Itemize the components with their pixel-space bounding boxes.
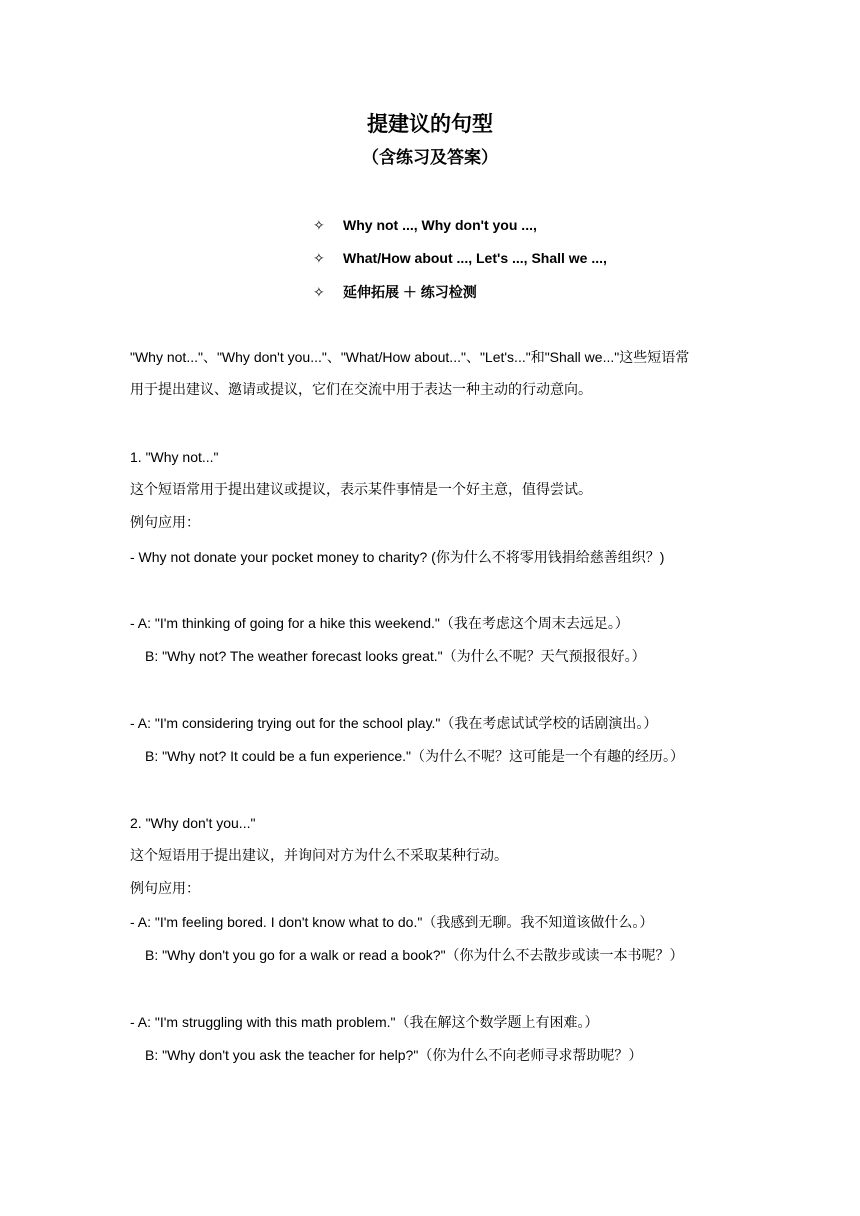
bullet-item xyxy=(313,280,477,304)
section-description: 这个短语用于提出建议，并询问对方为什么不采取某种行动。 xyxy=(130,848,508,864)
examples-label: 例句应用： xyxy=(130,881,200,897)
diamond-star-icon: ✧ xyxy=(313,285,325,301)
page-title: 提建议的句型 xyxy=(367,111,493,136)
example-sentence: - A: "I'm struggling with this math problem."（我在解这个数学题上有困难。） xyxy=(130,1014,599,1030)
examples-label: 例句应用： xyxy=(130,515,200,531)
bullet-item xyxy=(313,213,537,237)
intro-line: "Why not..."、"Why don't you..."、"What/How about..."、"Let's..."和"Shall we..."这些短语常 xyxy=(130,349,690,365)
page-subtitle: （含练习及答案） xyxy=(362,148,498,168)
example-sentence: - A: "I'm thinking of going for a hike this weekend."（我在考虑这个周末去远足。） xyxy=(130,615,629,631)
example-sentence: B: "Why not? It could be a fun experience."（为什么不呢？这可能是一个有趣的经历。） xyxy=(145,748,684,764)
diamond-star-icon: ✧ xyxy=(313,218,325,234)
section-heading: 1. "Why not..." xyxy=(130,449,219,465)
bullet-text: 延伸拓展 ＋ 练习检测 xyxy=(343,284,477,300)
section-heading: 2. "Why don't you..." xyxy=(130,815,256,831)
diamond-star-icon: ✧ xyxy=(313,251,325,267)
intro-line: 用于提出建议、邀请或提议，它们在交流中用于表达一种主动的行动意向。 xyxy=(130,382,592,398)
bullet-item xyxy=(313,246,607,270)
example-sentence: B: "Why not? The weather forecast looks great."（为什么不呢？天气预报很好。） xyxy=(145,648,646,664)
example-sentence: B: "Why don't you go for a walk or read a book?"（你为什么不去散步或读一本书呢？） xyxy=(145,947,684,963)
section-description: 这个短语常用于提出建议或提议，表示某件事情是一个好主意，值得尝试。 xyxy=(130,482,592,498)
bullet-text: What/How about ..., Let's ..., Shall we ..., xyxy=(343,250,607,266)
bullet-text: Why not ..., Why don't you ..., xyxy=(343,217,537,233)
example-sentence: - A: "I'm feeling bored. I don't know what to do."（我感到无聊。我不知道该做什么。） xyxy=(130,914,654,930)
example-sentence: - A: "I'm considering trying out for the school play."（我在考虑试试学校的话剧演出。） xyxy=(130,715,658,731)
example-sentence: - Why not donate your pocket money to charity? (你为什么不将零用钱捐给慈善组织？) xyxy=(130,549,665,565)
example-sentence: B: "Why don't you ask the teacher for help?"（你为什么不向老师寻求帮助呢？） xyxy=(145,1047,643,1063)
